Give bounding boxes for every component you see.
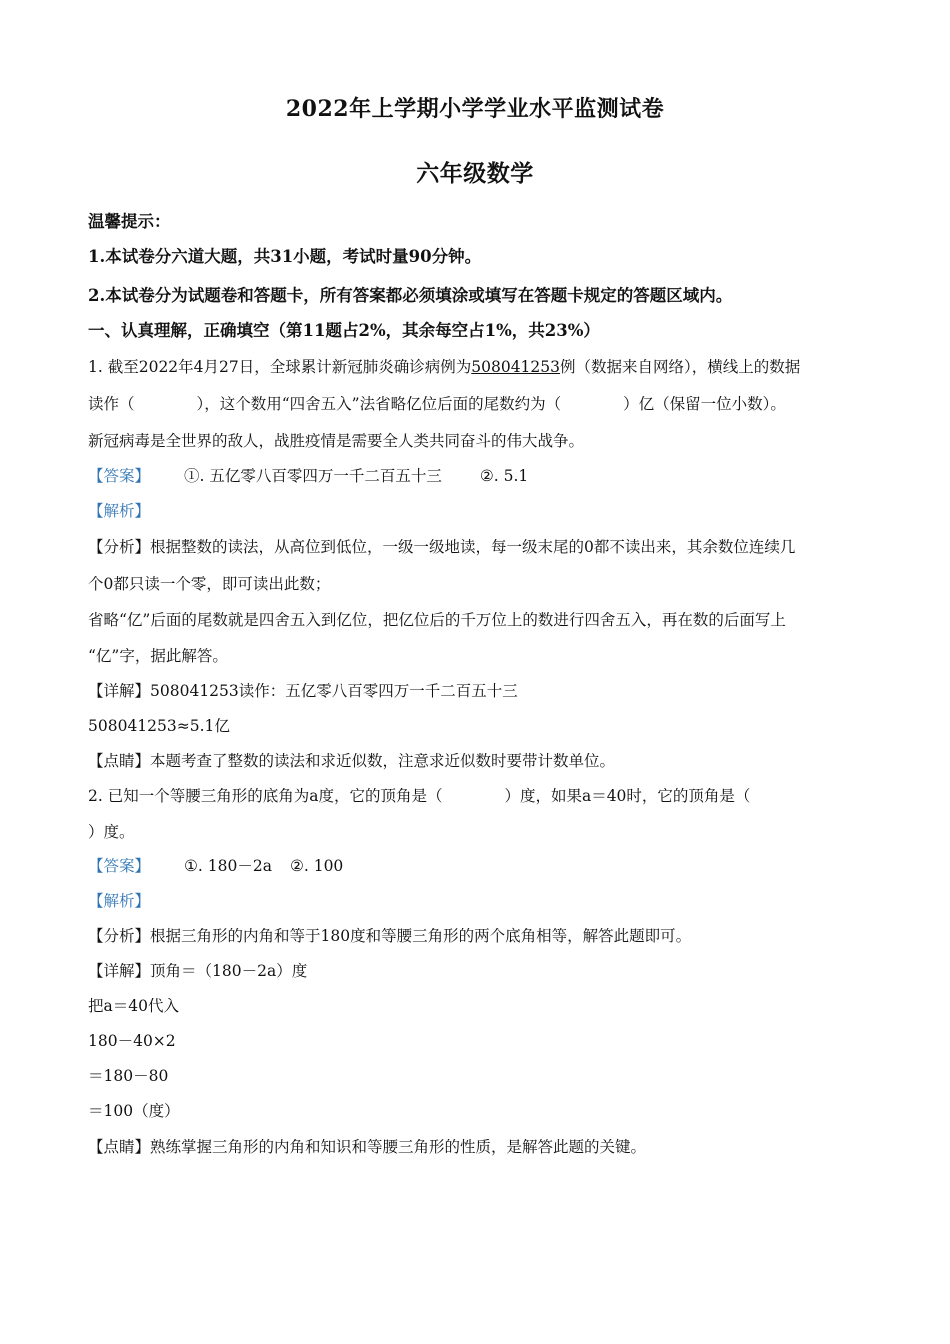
- q1-underlined-number: 508041253: [471, 358, 561, 376]
- q2-line-1: 2. 已知一个等腰三角形的底角为a度，它的顶角是（ ）度，如果a＝40时，它的顶角是（: [88, 787, 751, 805]
- q2-xiangjie-line-2: 把a＝40代入: [88, 997, 179, 1015]
- tips-heading: 温馨提示：: [88, 212, 171, 231]
- page-subtitle: 六年级数学: [416, 160, 534, 187]
- q1-dianjing: [88, 751, 890, 771]
- q2-dianjing: [88, 1137, 890, 1157]
- q1-analysis-tag: 【解析】: [88, 502, 151, 520]
- q1-line-1: [88, 357, 890, 377]
- tips-item-1: 1.本试卷分六道大题，共31小题，考试时量90分钟。: [88, 247, 482, 266]
- q2-answer-2: ②. 100: [289, 857, 344, 875]
- q2-xiangjie-text-1: 顶角＝（180－2a）度: [150, 962, 308, 980]
- xiangjie-tag: 【详解】: [88, 682, 151, 700]
- q2-answer-1: ①. 180－2a: [184, 857, 272, 875]
- q1-line-3: 新冠病毒是全世界的敌人，战胜疫情是需要全人类共同奋斗的伟大战争。: [88, 432, 585, 450]
- q1-dianjing-text: 本题考查了整数的读法和求近似数，注意求近似数时要带计数单位。: [150, 752, 616, 770]
- q2-line-2: ）度。: [88, 823, 135, 841]
- fenxi-tag: 【分析】: [88, 538, 151, 556]
- q2-xiangjie-line-5: ＝100（度）: [88, 1102, 180, 1120]
- q1-answer-2: ②. 5.1: [479, 467, 529, 485]
- q1-fenxi-line-1: [88, 537, 890, 557]
- tips-item-2: 2.本试卷分为试题卷和答题卡，所有答案都必须填涂或填写在答题卡规定的答题区域内。: [88, 286, 733, 305]
- xiangjie-tag: 【详解】: [88, 962, 151, 980]
- q1-text-a: 1. 截至2022年4月27日，全球累计新冠肺炎确诊病例为: [88, 358, 472, 376]
- q2-xiangjie-line-4: ＝180－80: [88, 1067, 169, 1085]
- q1-fenxi-line-4: “亿”字，据此解答。: [88, 647, 228, 665]
- q1-xiangjie-line-2: 508041253≈5.1亿: [88, 717, 230, 735]
- dianjing-tag: 【点睛】: [88, 1138, 151, 1156]
- q1-fenxi-line-2: 个0都只读一个零，即可读出此数；: [88, 575, 331, 593]
- answer-tag: 【答案】: [88, 857, 151, 875]
- section-1-heading: 一、认真理解，正确填空（第11题占2%，其余每空占1%，共23%）: [88, 321, 600, 340]
- q2-xiangjie-line-1: [88, 961, 890, 981]
- q1-fenxi-line-3: 省略“亿”后面的尾数就是四舍五入到亿位，把亿位后的千万位上的数进行四舍五入，再在数的后面写上: [88, 611, 786, 629]
- q1-xiangjie-line-1: [88, 681, 890, 701]
- dianjing-tag: 【点睛】: [88, 752, 151, 770]
- q1-text-b: 例（数据来自网络），横线上的数据: [560, 358, 801, 376]
- q2-xiangjie-line-3: 180－40×2: [88, 1032, 176, 1050]
- q1-answer: [88, 466, 890, 486]
- answer-tag: 【答案】: [88, 467, 151, 485]
- fenxi-tag: 【分析】: [88, 927, 151, 945]
- q2-fenxi-text: 根据三角形的内角和等于180度和等腰三角形的两个底角相等，解答此题即可。: [150, 927, 692, 945]
- q1-answer-1: ①. 五亿零八百零四万一千二百五十三: [184, 467, 442, 485]
- q1-line-2: 读作（ ），这个数用“四舍五入”法省略亿位后面的尾数约为（ ）亿（保留一位小数）。: [88, 395, 786, 413]
- q1-fenxi-text-1: 根据整数的读法，从高位到低位，一级一级地读，每一级末尾的0都不读出来，其余数位连续几: [150, 538, 796, 556]
- page-title: 2022年上学期小学学业水平监测试卷: [285, 96, 665, 122]
- q1-xiangjie-text-1: 508041253读作：五亿零八百零四万一千二百五十三: [150, 682, 518, 700]
- q2-dianjing-text: 熟练掌握三角形的内角和知识和等腰三角形的性质，是解答此题的关键。: [150, 1138, 647, 1156]
- q2-fenxi: [88, 926, 890, 946]
- q2-answer: [88, 856, 890, 876]
- q2-analysis-tag: 【解析】: [88, 892, 151, 910]
